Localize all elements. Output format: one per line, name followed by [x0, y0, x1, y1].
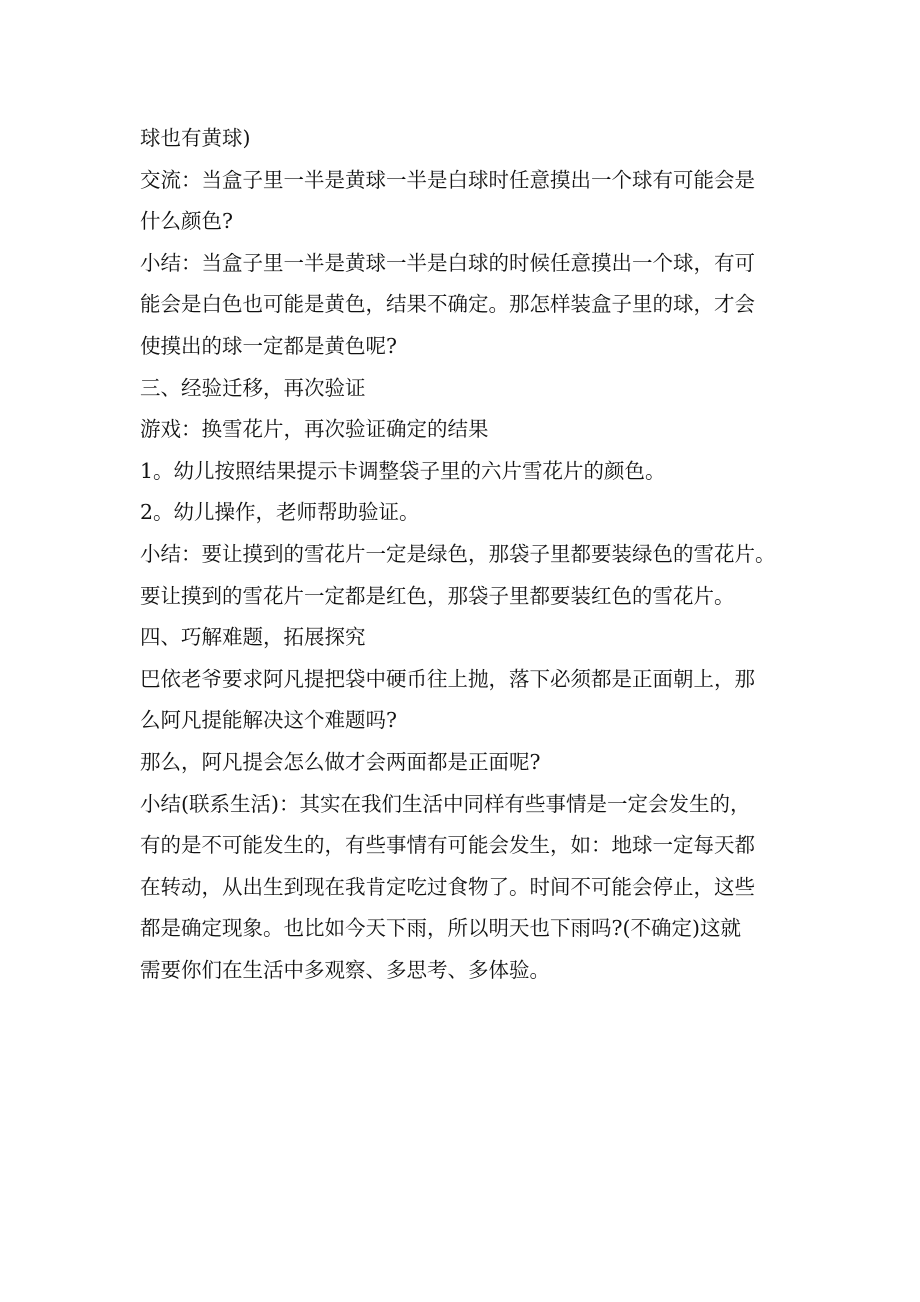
text-line: 么阿凡提能解决这个难题吗? [140, 708, 397, 733]
section-heading-4: 四、巧解难题，拓展探究 [140, 625, 366, 650]
text-line: 游戏：换雪花片，再次验证确定的结果 [140, 417, 489, 442]
text-line: 要让摸到的雪花片一定都是红色，那袋子里都要装红色的雪花片。 [140, 583, 735, 608]
text-line: 球也有黄球) [140, 126, 251, 150]
text-line: 小结：要让摸到的雪花片一定是绿色，那袋子里都要装绿色的雪花片。 [140, 541, 776, 566]
text-line: 巴依老爷要求阿凡提把袋中硬币往上抛，落下必须都是正面朝上，那 [140, 666, 755, 691]
text-line: 都是确定现象。也比如今天下雨，所以明天也下雨吗?(不确定)这就 [140, 916, 741, 941]
text-line: 小结：当盒子里一半是黄球一半是白球的时候任意摸出一个球，有可 [140, 250, 755, 275]
text-line: 交流：当盒子里一半是黄球一半是白球时任意摸出一个球有可能会是 [140, 167, 755, 192]
section-heading-3: 三、经验迁移，再次验证 [140, 375, 366, 400]
document-body [140, 118, 790, 991]
text-line: 在转动，从出生到现在我肯定吃过食物了。时间不可能会停止，这些 [140, 874, 755, 899]
text-line: 那么，阿凡提会怎么做才会两面都是正面呢? [140, 749, 541, 774]
text-line: 什么颜色? [140, 209, 233, 234]
text-line: 需要你们在生活中多观察、多思考、多体验。 [140, 957, 550, 982]
list-item: 1。幼儿按照结果提示卡调整袋子里的六片雪花片的颜色。 [140, 458, 666, 483]
text-line: 小结(联系生活)：其实在我们生活中同样有些事情是一定会发生的， [140, 791, 751, 816]
text-line: 能会是白色也可能是黄色，结果不确定。那怎样装盒子里的球，才会 [140, 292, 755, 317]
list-item: 2。幼儿操作，老师帮助验证。 [140, 500, 420, 525]
text-line: 有的是不可能发生的，有些事情有可能会发生，如：地球一定每天都 [140, 833, 755, 858]
text-line: 使摸出的球一定都是黄色呢? [140, 333, 397, 358]
